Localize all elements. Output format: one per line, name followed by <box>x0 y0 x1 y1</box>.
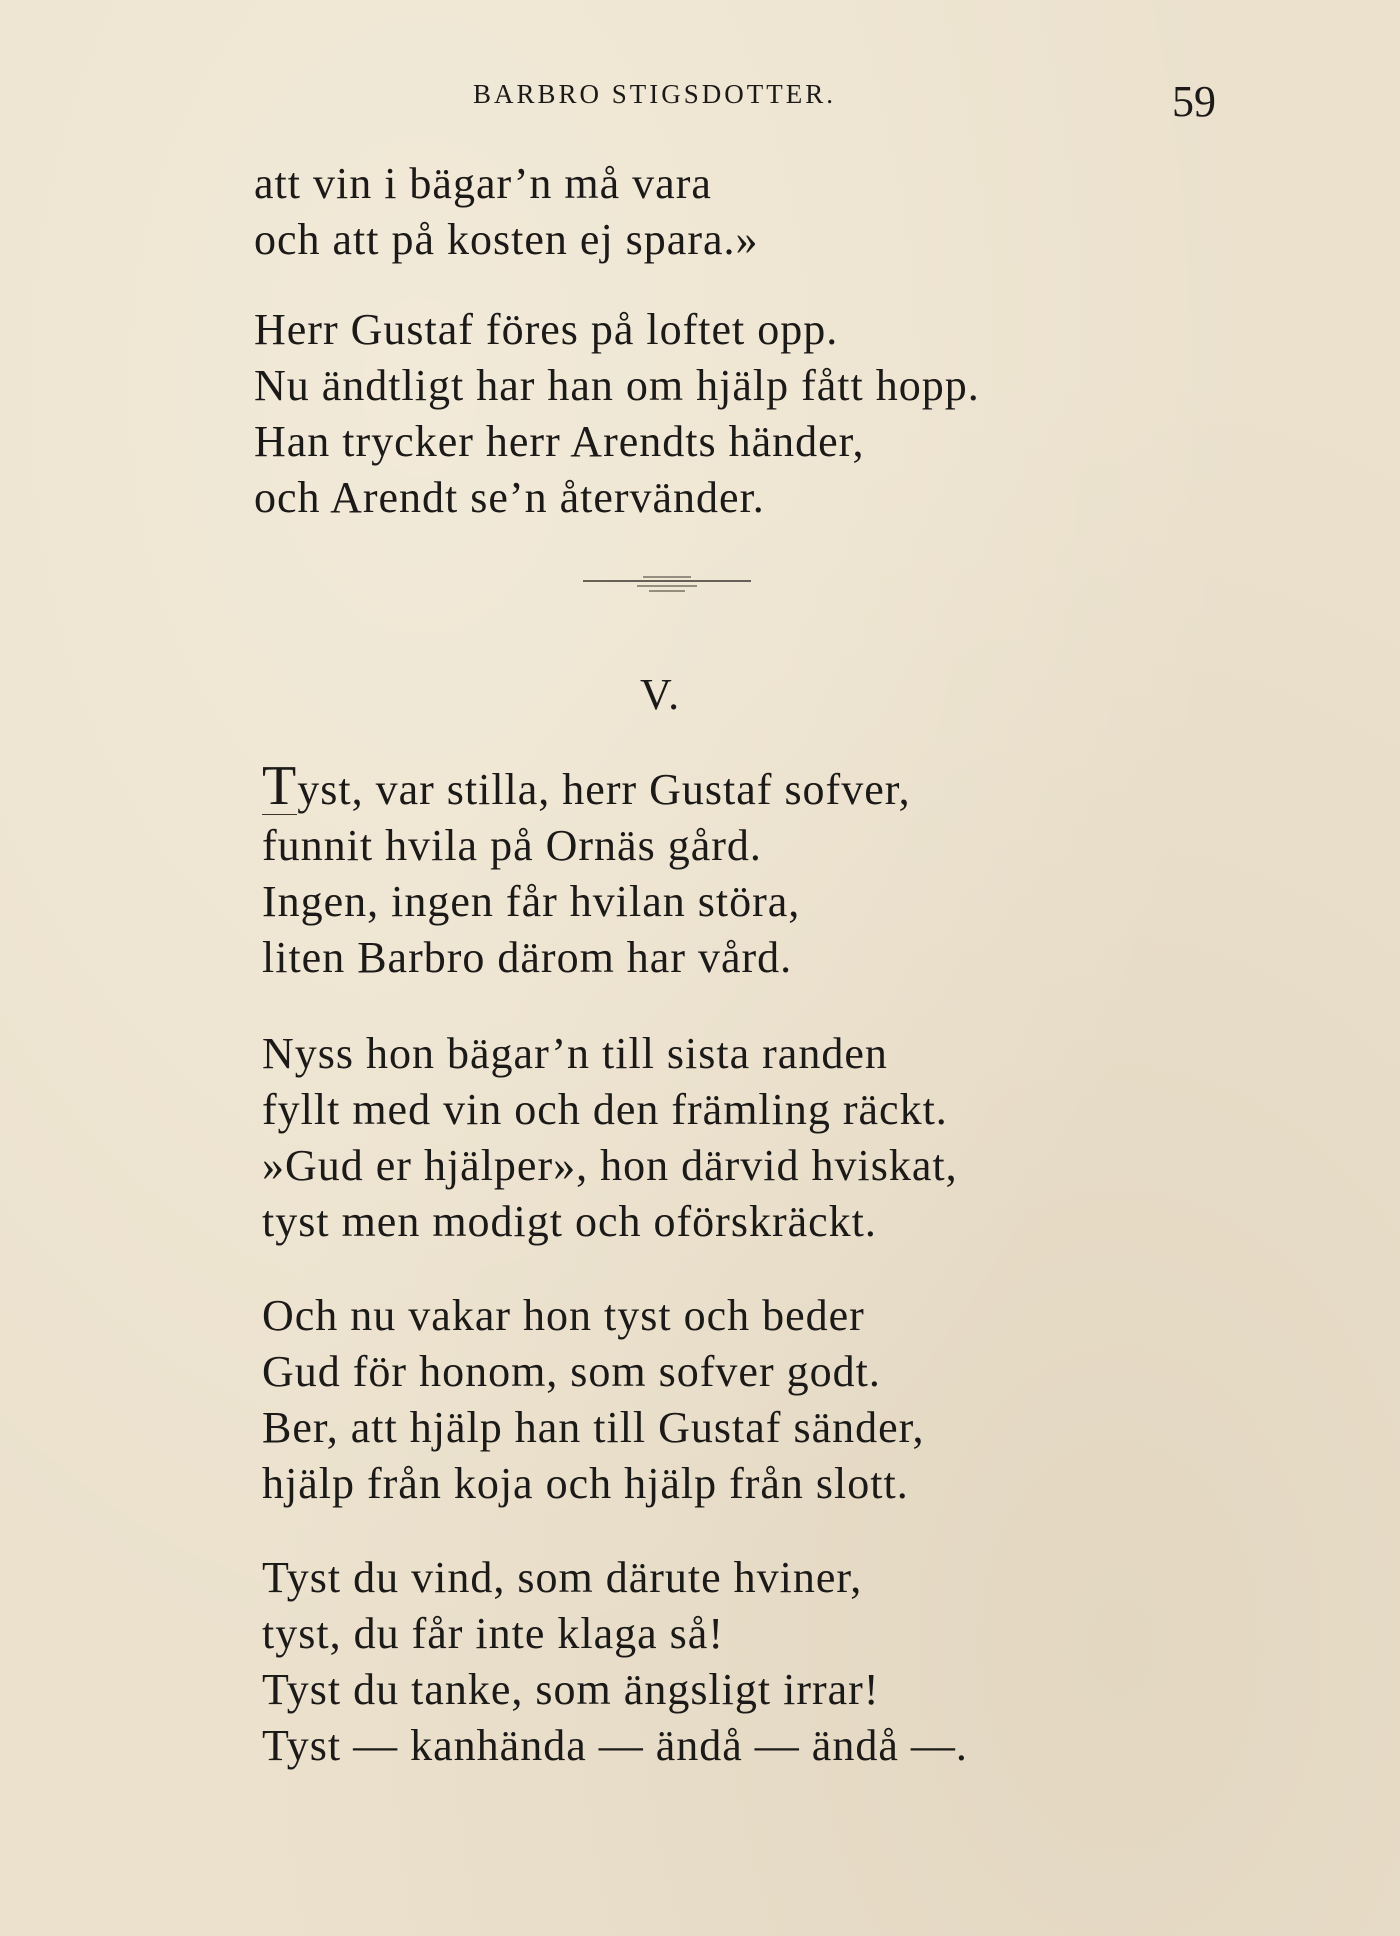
first-line-rest: yst, var stilla, herr Gustaf sofver, <box>297 765 911 814</box>
stanza-4 <box>262 1550 968 1774</box>
verse-line: fyllt med vin och den främling räckt. <box>262 1085 948 1134</box>
stanza-continued <box>254 156 759 268</box>
verse-line: och Arendt se’n återvänder. <box>254 473 765 522</box>
verse-line: Ber, att hjälp han till Gustaf sänder, <box>262 1403 925 1452</box>
verse-line: Tyst du vind, som därute hviner, <box>262 1553 863 1602</box>
verse-line: Och nu vakar hon tyst och beder <box>262 1291 865 1340</box>
verse-line: »Gud er hjälper», hon därvid hviskat, <box>262 1141 958 1190</box>
verse-line: Han trycker herr Arendts händer, <box>254 417 865 466</box>
verse-line: Tyst du tanke, som ängsligt irrar! <box>262 1665 880 1714</box>
stanza-1 <box>262 755 911 986</box>
drop-cap: T <box>262 755 298 817</box>
stanza-3 <box>262 1288 925 1512</box>
verse-line: Ingen, ingen får hvilan störa, <box>262 877 801 926</box>
section-divider-ornament <box>583 575 751 599</box>
verse-line: tyst men modigt och oförskräckt. <box>262 1197 877 1246</box>
verse-line: Nyss hon bägar’n till sista randen <box>262 1029 888 1078</box>
verse-line-first <box>262 755 911 818</box>
section-heading: V. <box>640 670 682 719</box>
verse-line: Herr Gustaf föres på loftet opp. <box>254 305 839 354</box>
verse-line: funnit hvila på Ornäs gård. <box>262 821 762 870</box>
running-header: BARBRO STIGSDOTTER. <box>473 79 837 109</box>
page-number: 59 <box>1172 77 1216 126</box>
verse-line: Tyst — kanhända — ändå — ändå —. <box>262 1721 968 1770</box>
verse-line: tyst, du får inte klaga så! <box>262 1609 724 1658</box>
verse-line: Nu ändtligt har han om hjälp fått hopp. <box>254 361 980 410</box>
stanza-closing <box>254 302 980 526</box>
verse-line: liten Barbro därom har vård. <box>262 933 793 982</box>
verse-line: att vin i bägar’n må vara <box>254 159 712 208</box>
verse-line: Gud för honom, som sofver godt. <box>262 1347 881 1396</box>
verse-line: hjälp från koja och hjälp från slott. <box>262 1459 909 1508</box>
stanza-2 <box>262 1026 958 1250</box>
verse-line: och att på kosten ej spara.» <box>254 215 759 264</box>
